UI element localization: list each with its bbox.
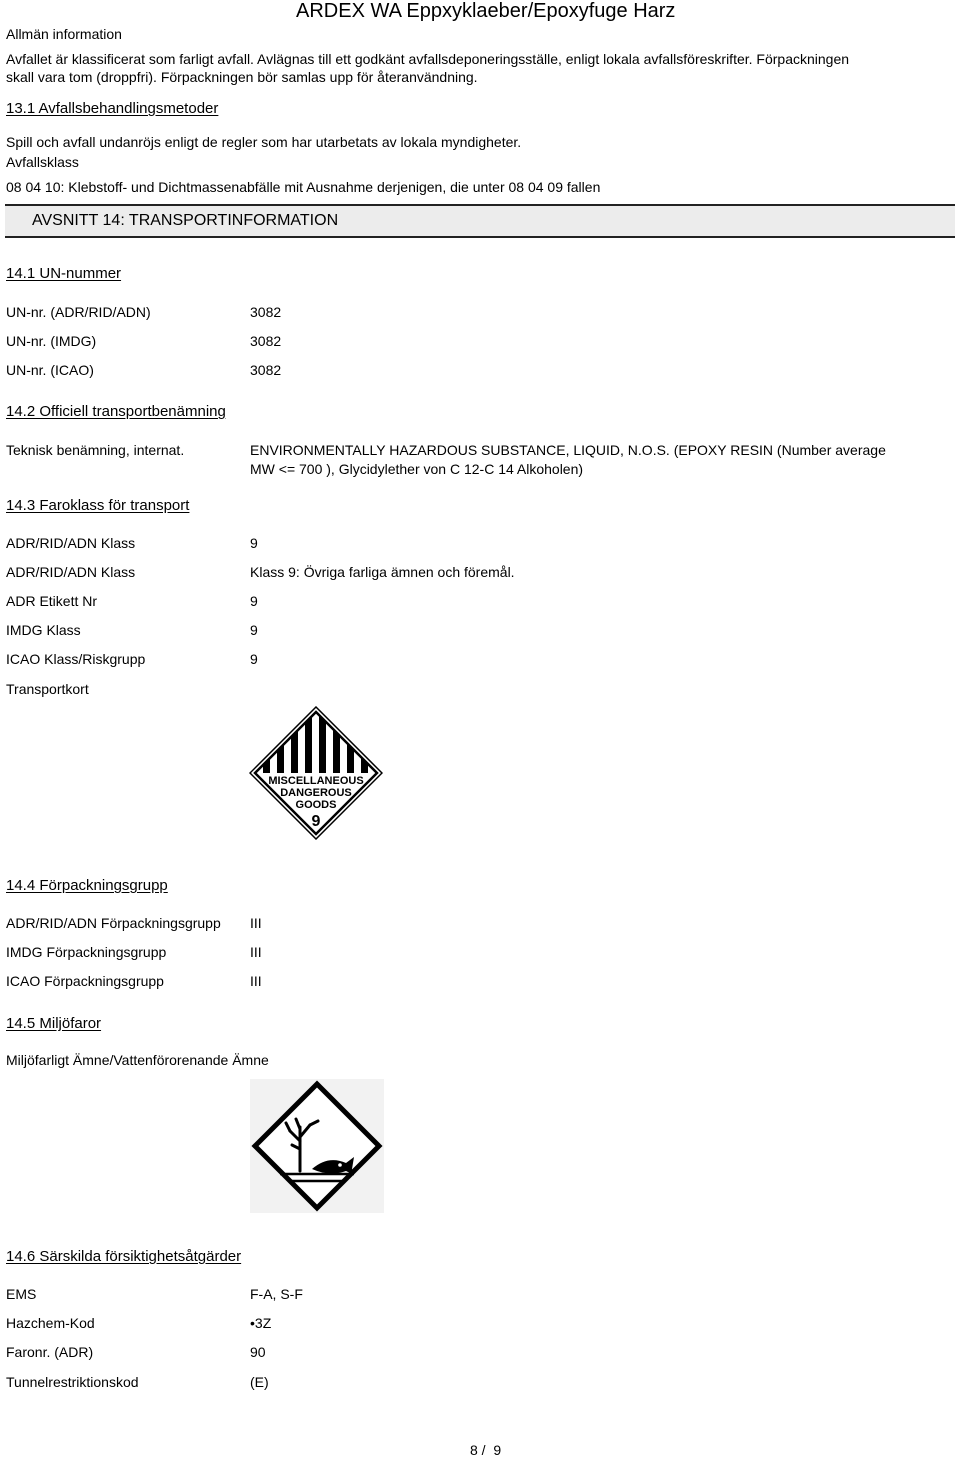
heading-14-6: 14.6 Särskilda försiktighetsåtgärder — [6, 1248, 242, 1265]
product-title: ARDEX WA Eppxyklaeber/Epoxyfuge Harz — [296, 0, 676, 22]
hazard-number-label: Faronr. (ADR) — [6, 1344, 94, 1360]
un-value-icao: 3082 — [250, 362, 282, 378]
technical-name-line2: MW <= 700 ), Glycidylether von C 12-C 14 Alkoholen) — [250, 461, 584, 477]
class-value-adr: 9 — [250, 535, 258, 551]
class-9-placard-icon — [249, 706, 383, 840]
technical-name-line1: ENVIRONMENTALLY HAZARDOUS SUBSTANCE, LIQUID, N.O.S. (EPOXY RESIN (Number average — [250, 442, 886, 458]
tunnel-code-value: (E) — [250, 1374, 269, 1390]
placard-number: 9 — [311, 813, 321, 830]
ems-value: F-A, S-F — [250, 1286, 303, 1302]
un-value-adr: 3082 — [250, 304, 282, 320]
waste-methods-text: Spill och avfall undanröjs enligt de regler som har utarbetats av lokala myndigheter. — [6, 134, 522, 150]
placard-line1: MISCELLANEOUS — [268, 775, 364, 787]
hazchem-value: •3Z — [250, 1315, 272, 1331]
env-hazard-label: Miljöfarligt Ämne/Vattenförorenande Ämne — [6, 1052, 269, 1068]
section-14-header — [5, 204, 955, 238]
un-value-imdg: 3082 — [250, 333, 282, 349]
technical-name-label: Teknisk benämning, internat. — [6, 442, 185, 458]
waste-class-value: 08 04 10: Klebstoff- und Dichtmassenabfälle mit Ausnahme derjenigen, die unter 08 04 09 fallen — [6, 179, 601, 195]
packing-label-adr: ADR/RID/ADN Förpackningsgrupp — [6, 915, 221, 931]
packing-value-icao: III — [250, 973, 262, 989]
class-value-adr-desc: Klass 9: Övriga farliga ämnen och föremål. — [250, 564, 515, 580]
heading-14-3: 14.3 Faroklass för transport — [6, 497, 190, 514]
class-label-adr-desc: ADR/RID/ADN Klass — [6, 564, 136, 580]
un-label-icao: UN-nr. (ICAO) — [6, 362, 94, 378]
hazchem-label: Hazchem-Kod — [6, 1315, 95, 1331]
placard-line3: GOODS — [295, 799, 337, 811]
transport-card-label: Transportkort — [6, 681, 89, 697]
packing-label-icao: ICAO Förpackningsgrupp — [6, 973, 164, 989]
general-paragraph-line2: skall vara tom (droppfri). Förpackningen bör samlas upp för återanvändning. — [6, 69, 478, 85]
heading-14-5: 14.5 Miljöfaror — [6, 1015, 102, 1032]
heading-14-1: 14.1 UN-nummer — [6, 265, 122, 282]
adr-label-nr-value: 9 — [250, 593, 258, 609]
placard-line2: DANGEROUS — [280, 787, 352, 799]
tunnel-code-label: Tunnelrestriktionskod — [6, 1374, 139, 1390]
general-paragraph-line1: Avfallet är klassificerat som farligt avfall. Avlägnas till ett godkänt avfallsdeponeringsställe, enligt lokala avfallsföreskrifter. Förpackningen — [6, 51, 850, 67]
icao-class-label: ICAO Klass/Riskgrupp — [6, 651, 146, 667]
section-label: Allmän information — [6, 26, 122, 42]
imdg-class-label: IMDG Klass — [6, 622, 81, 638]
un-label-imdg: UN-nr. (IMDG) — [6, 333, 97, 349]
section-14-title: AVSNITT 14: TRANSPORTINFORMATION — [32, 212, 339, 229]
environment-hazard-icon — [250, 1079, 384, 1213]
icao-class-value: 9 — [250, 651, 258, 667]
packing-value-adr: III — [250, 915, 262, 931]
heading-13-1: 13.1 Avfallsbehandlingsmetoder — [6, 100, 219, 117]
imdg-class-value: 9 — [250, 622, 258, 638]
packing-label-imdg: IMDG Förpackningsgrupp — [6, 944, 167, 960]
ems-label: EMS — [6, 1286, 37, 1302]
un-label-adr: UN-nr. (ADR/RID/ADN) — [6, 304, 151, 320]
adr-label-nr-label: ADR Etikett Nr — [6, 593, 98, 609]
heading-14-4: 14.4 Förpackningsgrupp — [6, 877, 168, 894]
heading-14-2: 14.2 Officiell transportbenämning — [6, 403, 226, 420]
waste-class-label: Avfallsklass — [6, 154, 79, 170]
class-label-adr: ADR/RID/ADN Klass — [6, 535, 136, 551]
packing-value-imdg: III — [250, 944, 262, 960]
page-number: 8 / 9 — [470, 1442, 502, 1458]
hazard-number-value: 90 — [250, 1344, 266, 1360]
